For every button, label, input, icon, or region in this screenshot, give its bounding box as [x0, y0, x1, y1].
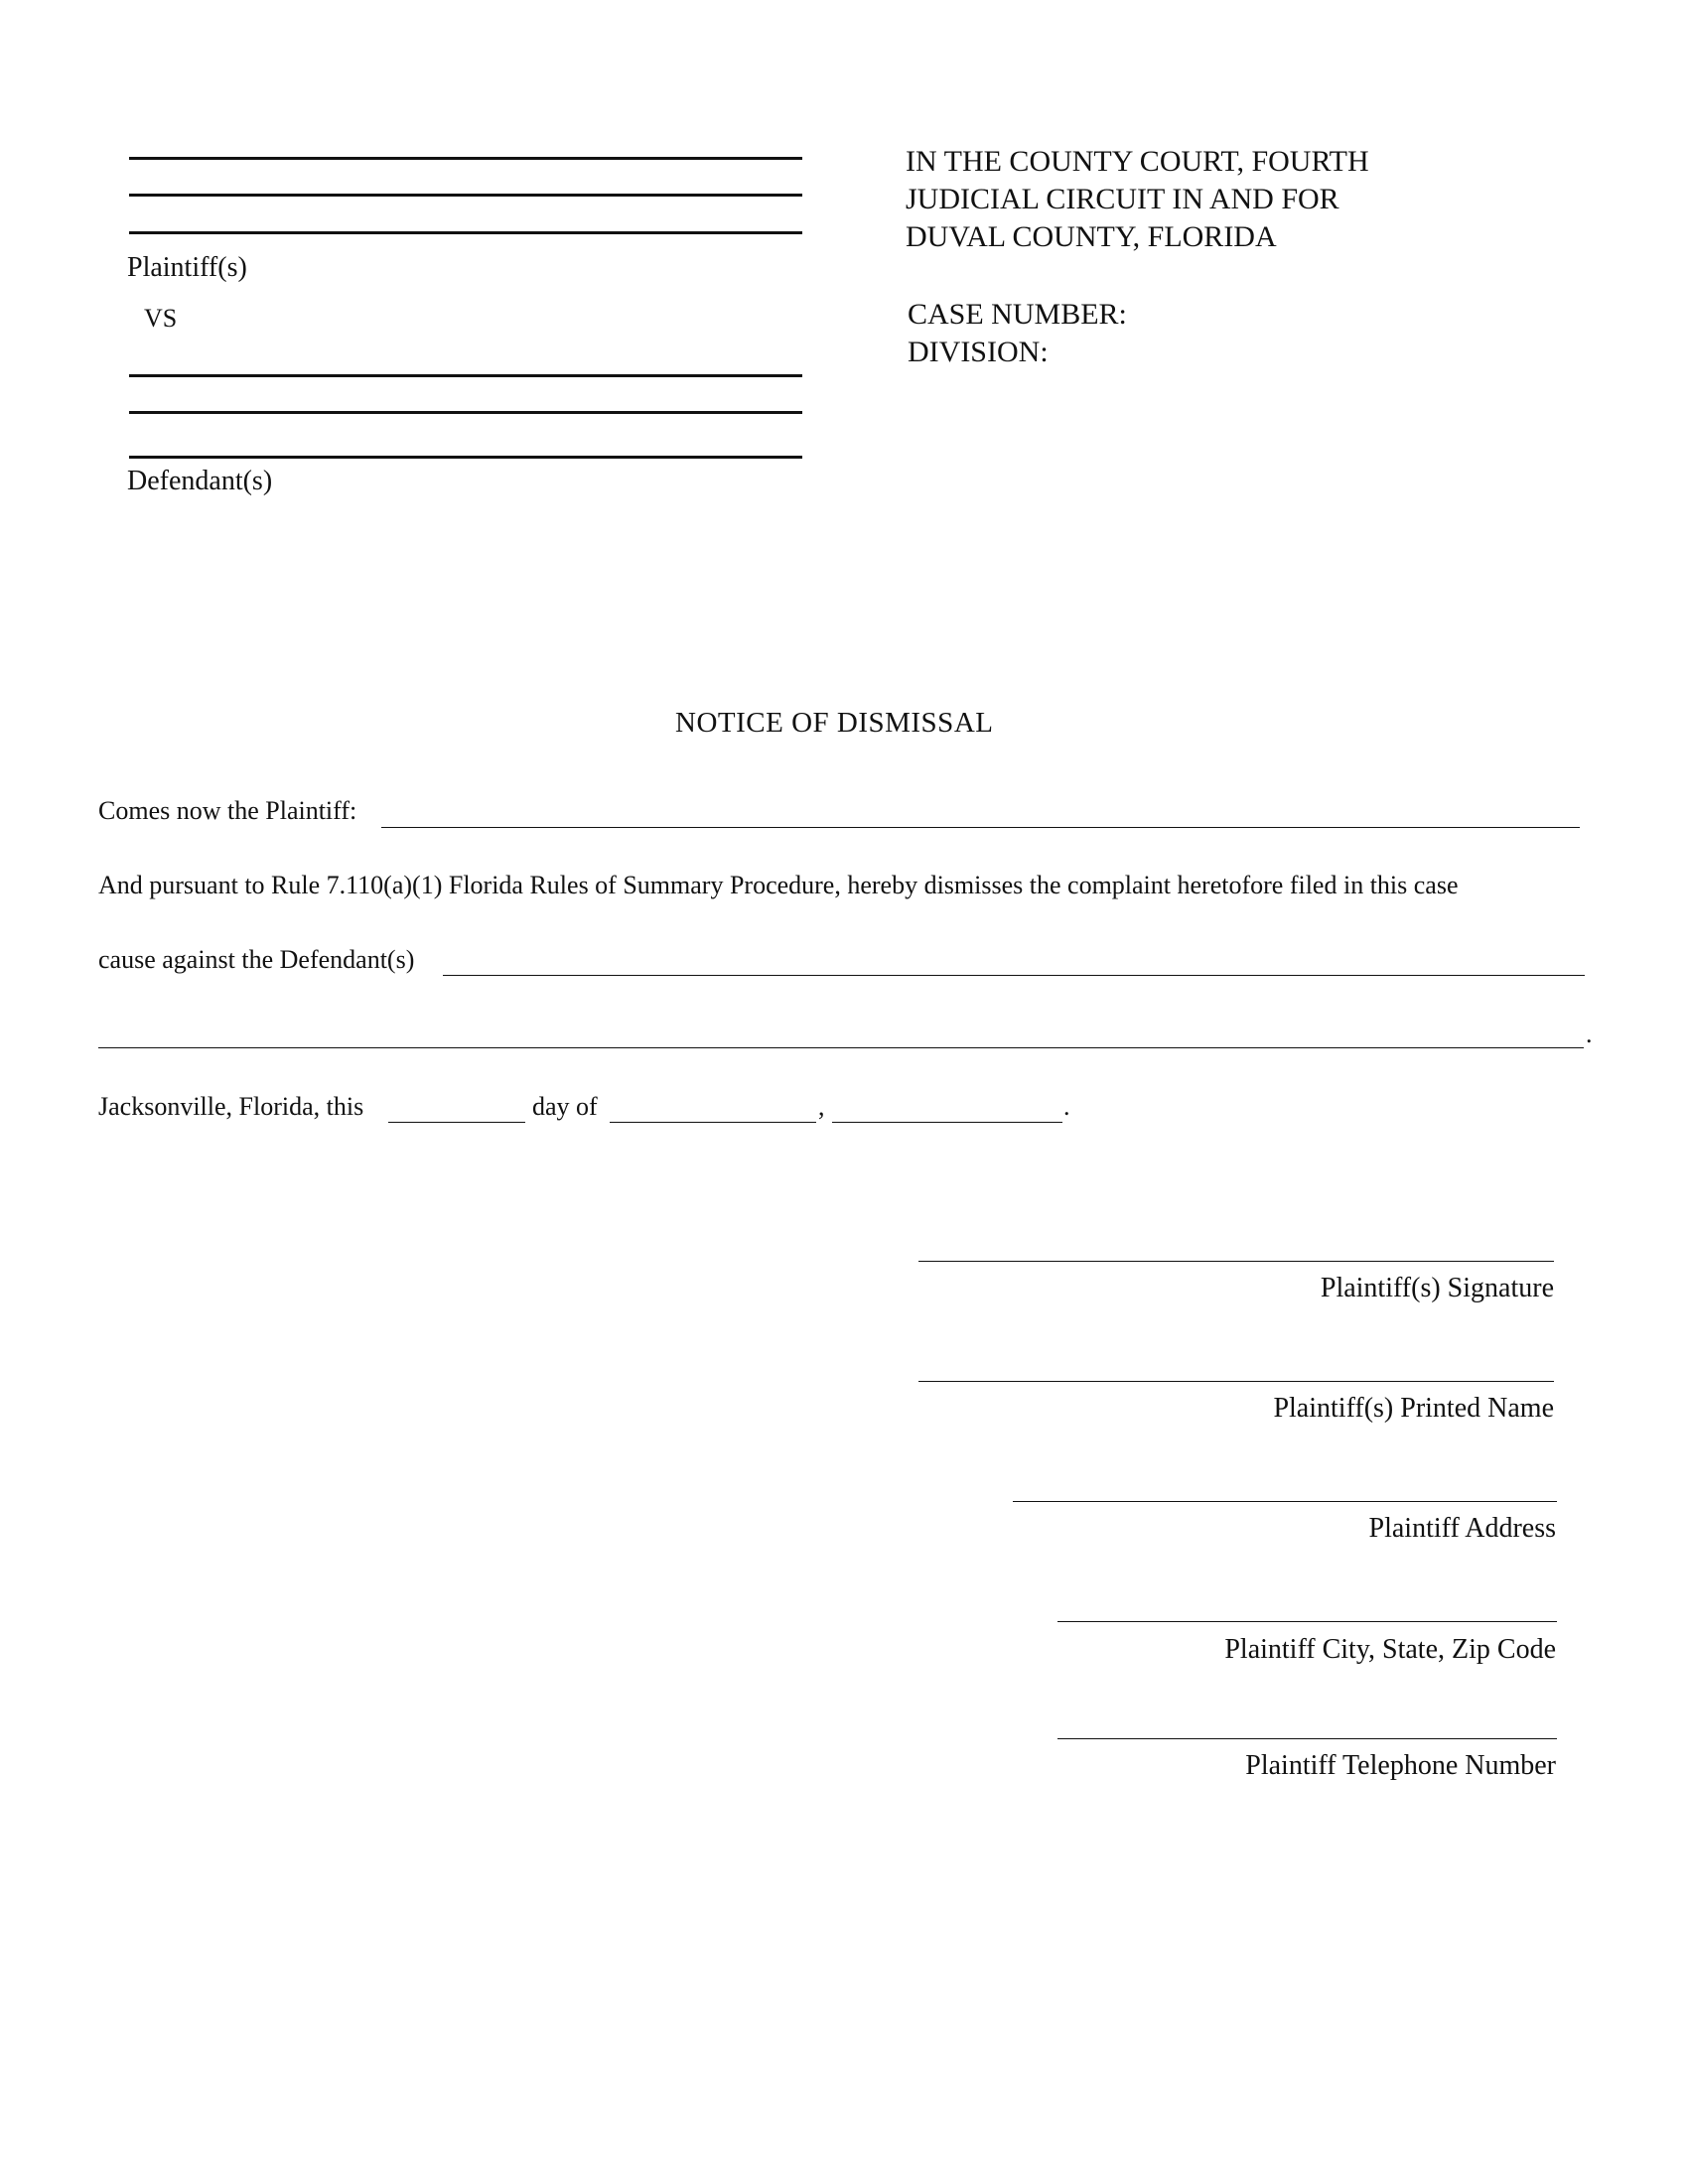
court-line-1: IN THE COUNTY COURT, FOURTH: [906, 145, 1369, 178]
comes-now-text: Comes now the Plaintiff:: [98, 796, 357, 825]
printed-name-label: Plaintiff(s) Printed Name: [1273, 1393, 1554, 1424]
vs-label: VS: [144, 304, 178, 333]
date-period: .: [1063, 1092, 1070, 1121]
court-heading: [906, 143, 1369, 256]
plaintiff-line-1[interactable]: [129, 157, 802, 160]
date-prefix-text: Jacksonville, Florida, this: [98, 1092, 364, 1121]
document-title: NOTICE OF DISMISSAL: [675, 707, 994, 739]
signature-label: Plaintiff(s) Signature: [1320, 1273, 1554, 1303]
telephone-field[interactable]: [1057, 1738, 1557, 1739]
court-line-3: DUVAL COUNTY, FLORIDA: [906, 220, 1277, 253]
address-label: Plaintiff Address: [1368, 1513, 1556, 1544]
city-state-zip-field[interactable]: [1057, 1621, 1557, 1622]
printed-name-field[interactable]: [918, 1381, 1554, 1382]
plaintiff-name-field[interactable]: [381, 827, 1580, 828]
case-number-label: CASE NUMBER:: [908, 298, 1127, 331]
defendant-label: Defendant(s): [127, 466, 273, 496]
case-info: [908, 296, 1127, 371]
plaintiff-label: Plaintiff(s): [127, 252, 247, 283]
date-day-of-text: day of: [532, 1092, 598, 1121]
defendant-name-field[interactable]: [443, 975, 1585, 976]
plaintiff-line-2[interactable]: [129, 194, 802, 197]
plaintiff-line-3[interactable]: [129, 231, 802, 234]
date-day-field[interactable]: [388, 1122, 525, 1123]
telephone-label: Plaintiff Telephone Number: [1245, 1750, 1556, 1781]
signature-field[interactable]: [918, 1261, 1554, 1262]
date-comma: ,: [818, 1092, 825, 1121]
city-state-zip-label: Plaintiff City, State, Zip Code: [1224, 1634, 1556, 1665]
date-year-field[interactable]: [832, 1122, 1062, 1123]
division-label: DIVISION:: [908, 336, 1049, 368]
address-field[interactable]: [1013, 1501, 1557, 1502]
line-end-period: .: [1586, 1020, 1593, 1048]
cause-against-text: cause against the Defendant(s): [98, 945, 415, 974]
court-line-2: JUDICIAL CIRCUIT IN AND FOR: [906, 183, 1339, 215]
defendant-name-field-continued[interactable]: [98, 1047, 1584, 1048]
date-month-field[interactable]: [610, 1122, 816, 1123]
defendant-line-3[interactable]: [129, 456, 802, 459]
pursuant-text: And pursuant to Rule 7.110(a)(1) Florida Rules of Summary Procedure, hereby dismisses the complaint heretofore filed in this case: [98, 871, 1459, 899]
defendant-line-1[interactable]: [129, 374, 802, 377]
defendant-line-2[interactable]: [129, 411, 802, 414]
